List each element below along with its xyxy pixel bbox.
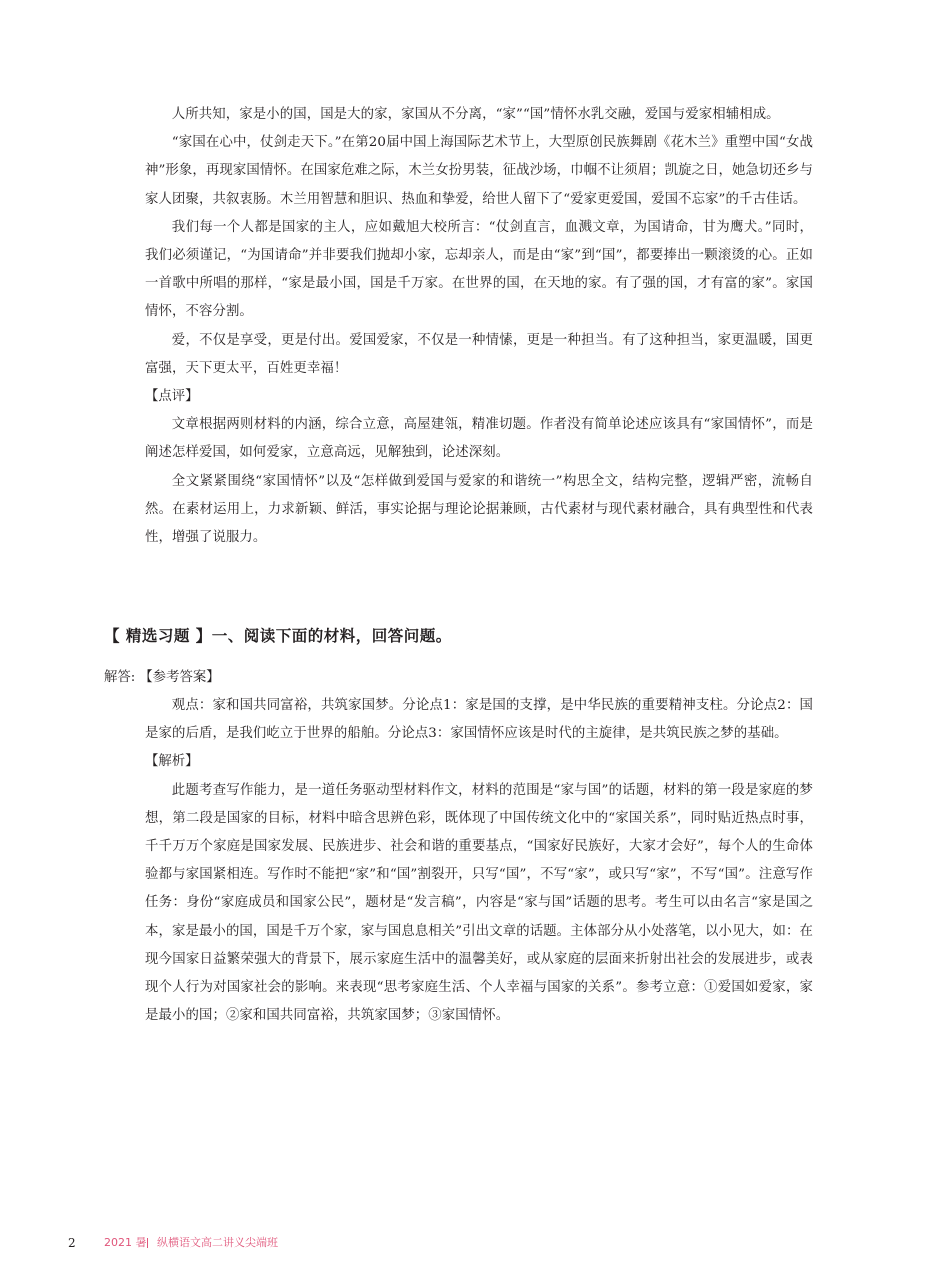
footer-divider (147, 1238, 148, 1248)
section-heading: 【 精选习题 】一、阅读下面的材料，回答问题。 (104, 627, 452, 645)
essay-paragraph: “家国在心中，仗剑走天下。”在第20届中国上海国际艺术节上，大型原创民族舞剧《花木兰》重塑中国“女战神”形象，再现家国情怀。在国家危难之际，木兰女扮男装，征战沙场，巾帼不让须眉；凯旋之日，她急切还乡与家人团聚，共叙衷肠。木兰用智慧和胆识、热血和挚爱，给世人留下了“爱家更爱国，爱国不忘家”的千古佳话。 (145, 135, 813, 207)
analysis-text: 此题考查写作能力，是一道任务驱动型材料作文，材料的范围是“家与国”的话题，材料的第一段是家庭的梦想，第二段是国家的目标，材料中暗含思辨色彩，既体现了中国传统文化中的“家国关系”，同时贴近热点时事，千千万万个家庭是国家发展、民族进步、社会和谐的重要基点，“国家好民族好，大家才会好”，每个人的生命体验都与家国紧相连。写作时不能把“家”和“国”割裂开，只写“国”，不写“家”，或只写“家”，不写“国”。注意写作任务：身份“家庭成员和国家公民”，题材是“发言稿”，内容是“家与国”话题的思考。考生可以由名言“家是国之本，家是最小的国，国是千万个家，家与国息息相关”引出文章的话题。主体部分从小处落笔，以小见大，如：在现今国家日益繁荣强大的背景下，展示家庭生活中的温馨美好，或从家庭的层面来折射出社会的发展进步，或表现个人行为对国家社会的影响。来表现“思考家庭生活、个人幸福与国家的关系”。参考立意：①爱国如爱家，家是最小的国；②家和国共同富裕，共筑家国梦；③家国情怀。 (145, 782, 813, 1024)
comment-paragraph: 文章根据两则材料的内涵，综合立意，高屋建瓴，精准切题。作者没有简单论述应该具有“家国情怀”，而是阐述怎样爱国，如何爱家，立意高远，见解独到，论述深刻。 (145, 417, 813, 461)
essay-paragraph: 我们每一个人都是国家的主人，应如戴旭大校所言：“仗剑直言，血溅文章，为国请命，甘为鹰犬。”同时，我们必须谨记，“为国请命”并非要我们抛却小家，忘却亲人，而是由“家”到“国”，都要捧出一颗滚烫的心。正如一首歌中所唱的那样，“家是最小国，国是千万家。在世界的国，在天地的家。有了强的国，才有富的家”。家国情怀，不容分割。 (145, 219, 813, 320)
analysis-label: 【解析】 (145, 754, 199, 770)
page-footer (68, 1232, 568, 1254)
footer-title: 纵横语文高二讲义尖端班 (157, 1236, 278, 1249)
answer-body (145, 692, 813, 1030)
reference-answer-label: 【参考答案】 (139, 670, 220, 685)
comment-paragraph: 全文紧紧围绕“家国情怀”以及“怎样做到爱国与爱家的和谐统一”构思全文，结构完整，逻辑严密，流畅自然。在素材运用上，力求新颖、鲜活，事实论据与理论论据兼顾，古代素材与现代素材融合，具有典型性和代表性，增强了说服力。 (145, 473, 813, 546)
answer-prefix: 解答: (104, 670, 136, 685)
answer-prefix-line (104, 664, 504, 692)
footer-brand: 2021 暑 (104, 1236, 147, 1249)
essay-body (145, 101, 813, 552)
comment-label: 【点评】 (145, 389, 199, 405)
essay-paragraph: 人所共知，家是小的国，国是大的家，家国从不分离，“家”“国”情怀水乳交融，爱国与爱家相辅相成。 (171, 107, 780, 122)
page-number: 2 (68, 1236, 76, 1250)
essay-paragraph: 爱，不仅是享受，更是付出。爱国爱家，不仅是一种情愫，更是一种担当。有了这种担当，家更温暖，国更富强，天下更太平，百姓更幸福！ (145, 332, 813, 376)
reference-answer-text: 观点：家和国共同富裕，共筑家国梦。分论点1：家是国的支撑，是中华民族的重要精神支柱。分论点2：国是家的后盾，是我们屹立于世界的船舶。分论点3：家国情怀应该是时代的主旋律，是共筑民族之梦的基础。 (145, 698, 813, 742)
